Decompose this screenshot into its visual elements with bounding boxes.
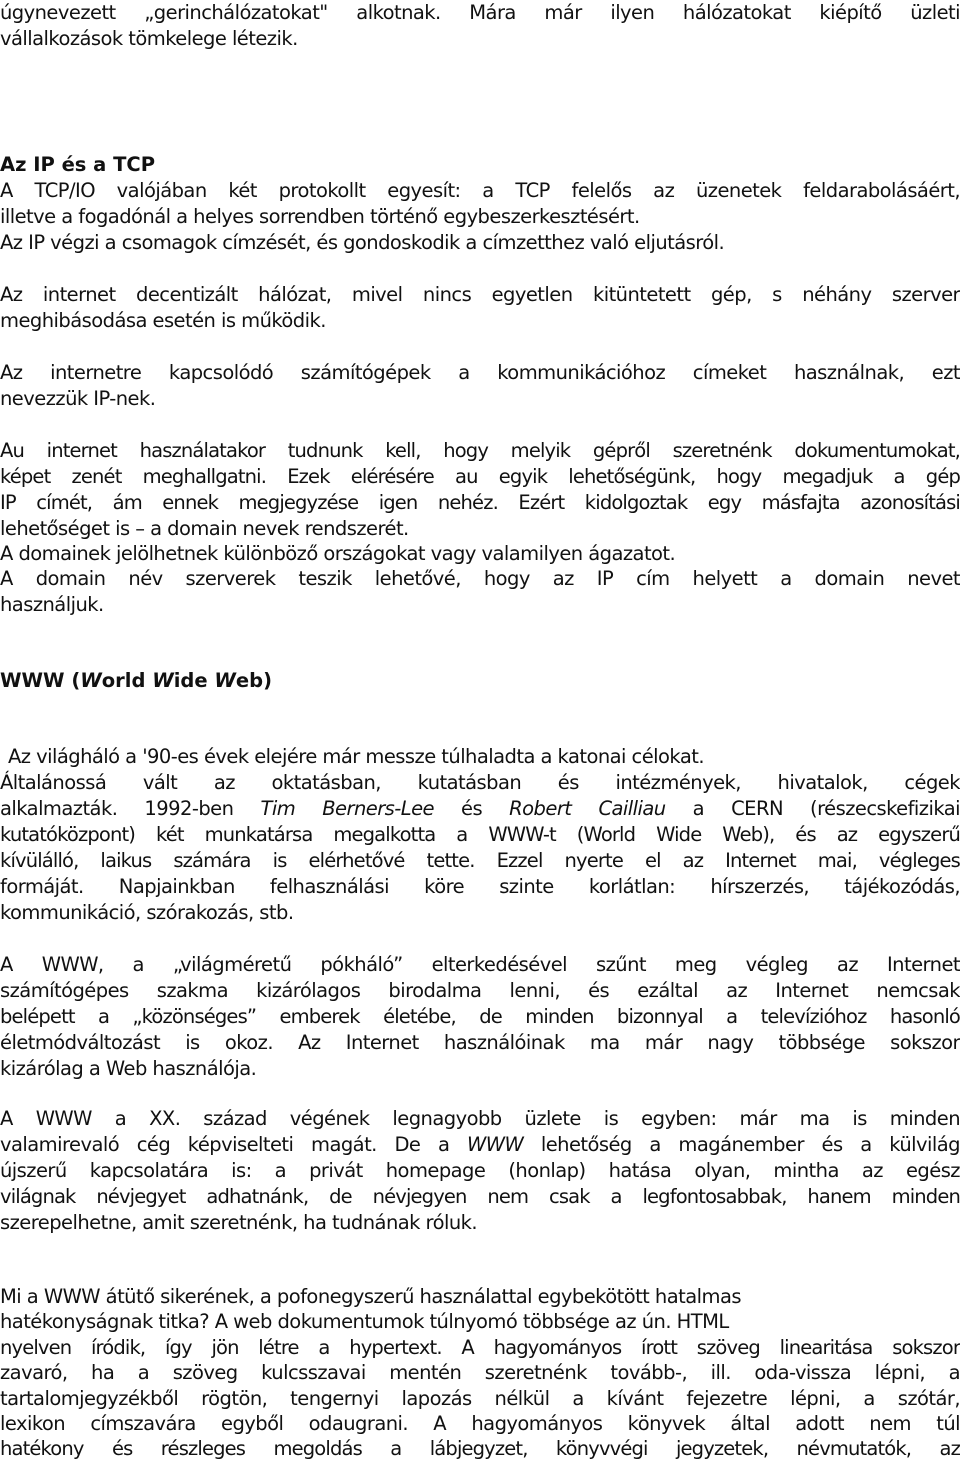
web3-line-5: szerepelhetne, amit szeretnénk, ha tudnának róluk. [0,1211,478,1234]
www-heading-w2: W [152,669,174,692]
web1-line-3 [0,796,960,822]
web3-line-2 [0,1132,960,1158]
www-heading-prefix: WWW ( [0,669,81,692]
ip-tcp-line-2: illetve a fogadónál a helyes sorrendben történő egybeszerkesztésért. [0,205,640,228]
web2-line-2: számítógépes szakma kizárólagos birodalma lenni, és ezáltal az Internet nemcsak [0,979,960,1002]
www-heading-w1: W [80,669,102,692]
ip-tcp-line-1: A TCP/IO valójában két protokollt egyesít: a TCP felelős az üzenetek feldarabolásáért, [0,179,960,202]
domain-line-7: használjuk. [0,593,104,616]
html-line-1: Mi a WWW átütő sikerének, a pofonegyszerű használattal egybekötött hatalmas [0,1285,741,1308]
domain-line-6: A domain név szerverek teszik lehetővé, hogy az IP cím helyett a domain nevet [0,567,960,590]
domain-line-1: Au internet használatakor tudnunk kell, hogy melyik gépről szeretnénk dokumentumokat, [0,439,960,462]
web2-line-1: A WWW, a „világméretű pókháló” elterkedésével szűnt meg végleg az Internet [0,953,960,976]
domain-line-2: képet zenét meghallgatni. Ezek elérésére au egyik lehetőségünk, hogy megadjuk a gép [0,465,960,488]
html-line-3: nyelven íródik, így jön létre a hypertext. A hagyományos írott szöveg linearitása sokszor [0,1336,960,1359]
decentral-line-1: Az internet decentizált hálózat, mivel nincs egyetlen kitüntetett gép, s néhány szerver [0,283,960,306]
www-emphasis: WWW [467,1133,524,1156]
html-line-6: lexikon címszavára egyből odaugrani. A hagyományos könyvek által adott nem túl [0,1412,960,1435]
html-line-7: hatékony és részleges megoldás a lábjegyzet, könyvvégi jegyzetek, névmutatók, az [0,1437,960,1460]
html-line-5: tartalomjegyzékből rögtön, tengernyi lapozás nélkül a kívánt fejezetre lépni, a szótár, [0,1387,960,1410]
html-line-4: zavaró, ha a szöveg kulcsszavai mentén szeretnénk tovább-, ill. oda-vissza lépni, a [0,1361,960,1384]
web2-line-5: kizárólag a Web használója. [0,1057,257,1080]
web3-line-2a: valamirevaló cég képviselteti magát. De a [0,1133,467,1156]
person-name-berners-lee: Tim Berners-Lee [260,797,434,820]
web1-line-2: Általánossá vált az oktatásban, kutatásban és intézmények, hivatalok, cégek [0,771,960,794]
web1-line-3b: és [433,797,510,820]
web3-line-3: újszerű kapcsolatára is: a privát homepage (honlap) hatása olyan, mintha az egész [0,1159,960,1182]
ip-line-1: Az internetre kapcsolódó számítógépek a kommunikációhoz címeket használnak, ezt [0,361,960,384]
www-heading-w3: W [214,669,236,692]
web2-line-3: belépett a „közönséges” emberek életébe, de minden bizonnyal a televízióhoz hasonló [0,1005,960,1028]
intro-line-2: vállalkozások tömkelege létezik. [0,27,298,50]
domain-line-3: IP címét, ám ennek megjegyzése igen nehéz. Ezért kidolgoztak egy másfajta azonosítási [0,491,960,514]
web1-line-3a: alkalmazták. 1992-ben [0,797,261,820]
web3-line-1: A WWW a XX. század végének legnagyobb üzlete is egyben: már ma is minden [0,1107,960,1130]
intro-line-1: úgynevezett „gerinchálózatokat" alkotnak. Mára már ilyen hálózatokat kiépítő üzleti [0,1,960,24]
web1-line-6: formáját. Napjainkban felhasználási köre szinte korlátlan: hírszerzés, tájékozódás, [0,875,960,898]
section-heading-ip-tcp: Az IP és a TCP [0,153,156,176]
web2-line-4: életmódváltozást is okoz. Az Internet használóinak ma már nagy többsége sokszor [0,1031,960,1054]
section-heading-www [0,668,960,694]
web3-line-4: világnak névjegyet adhatnánk, de névjegyen nem csak a legfontosabbak, hanem minden [0,1185,960,1208]
web1-line-1: Az világháló a '90-es évek elejére már messze túlhaladta a katonai célokat. [8,745,704,768]
domain-line-5: A domainek jelölhetnek különböző országokat vagy valamilyen ágazatot. [0,542,676,565]
web1-line-7: kommunikáció, szórakozás, stb. [0,901,294,924]
www-heading-w2rest: ide [173,669,208,692]
www-heading-w1rest: orld [101,669,146,692]
domain-line-4: lehetőséget is – a domain nevek rendszerét. [0,517,409,540]
web3-line-2b: lehetőség a magánember és a külvilág [523,1133,960,1156]
ip-line-2: nevezzük IP-nek. [0,387,156,410]
web1-line-4: kutatóközpont) két munkatársa megalkotta a WWW-t (World Wide Web), és az egyszerű [0,823,960,846]
decentral-line-2: meghibásodása esetén is működik. [0,309,326,332]
web1-line-5: kívülálló, laikus számára is elérhetővé tette. Ezzel nyerte el az Internet mai, végleges [0,849,960,872]
ip-tcp-line-3: Az IP végzi a csomagok címzését, és gondoskodik a címzetthez való eljutásról. [0,231,725,254]
www-heading-w3rest: eb [235,669,264,692]
www-heading-suffix: ) [263,669,273,692]
web1-line-3c: a CERN (részecskefizikai [665,797,960,820]
person-name-cailliau: Robert Cailliau [509,797,666,820]
html-line-2: hatékonyságnak titka? A web dokumentumok túlnyomó többsége az ún. HTML [0,1310,729,1333]
